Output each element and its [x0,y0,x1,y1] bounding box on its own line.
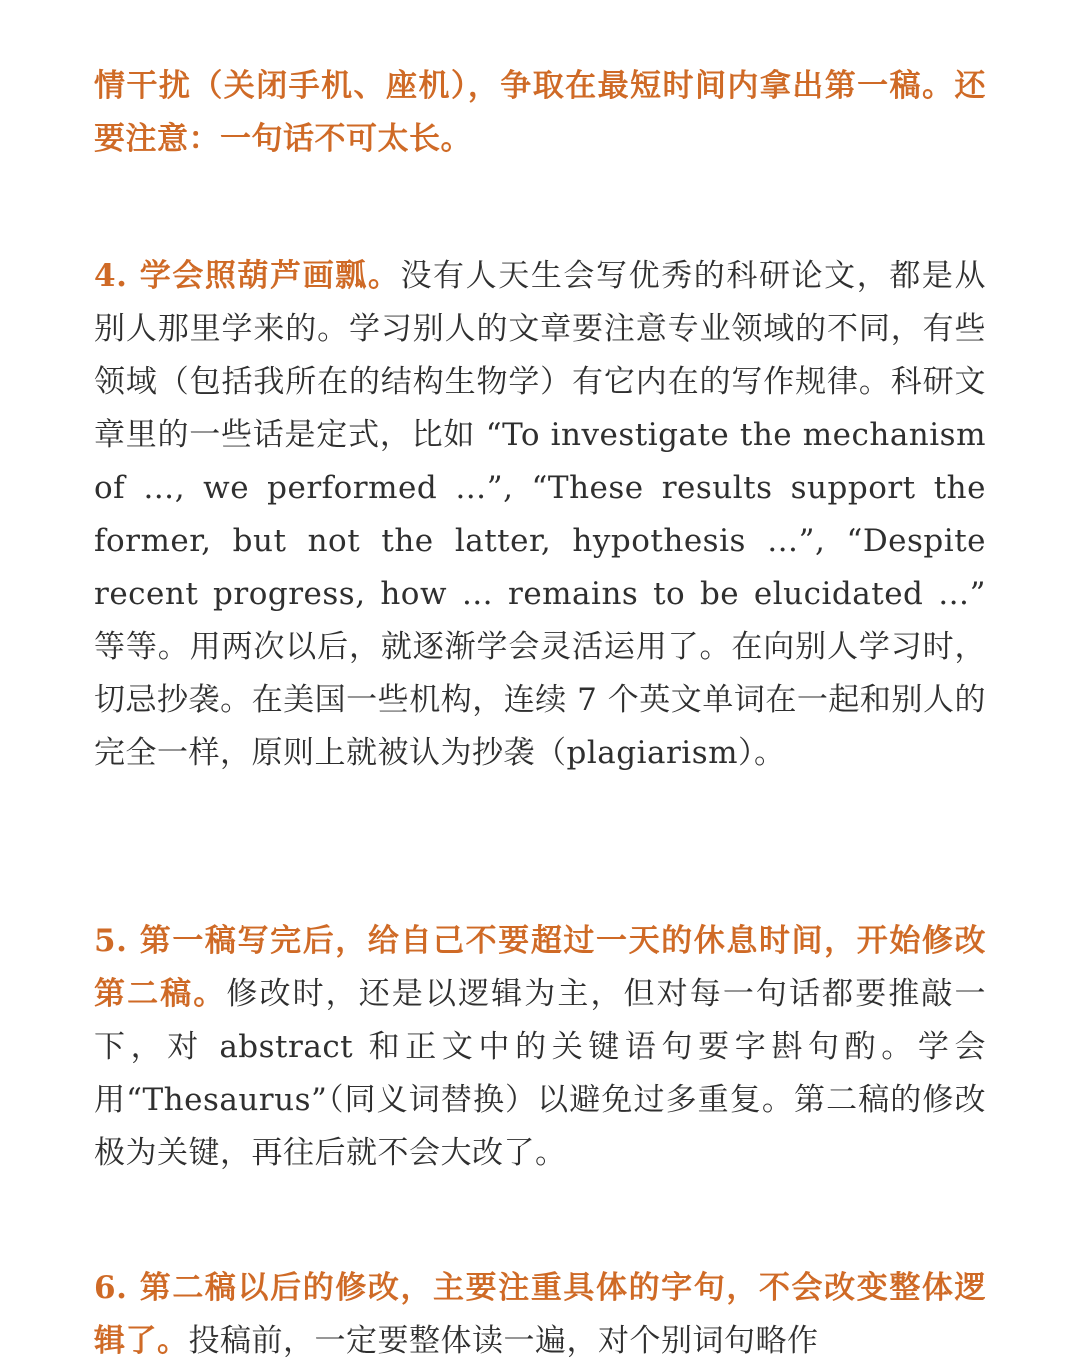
intro-paragraph [94,60,986,166]
tip-4-heading: 4. 学会照葫芦画瓢。 [94,258,401,294]
tip-6-paragraph [94,1262,986,1367]
tip-6-heading: 6. 第二稿以后的修改，主要注重具体的字句，不会改变整体逻辑了。 [94,1270,986,1359]
tip-6-body: 投稿前，一定要整体读一遍，对个别词句略作 [188,1323,819,1359]
tip-4-body: 没有人天生会写优秀的科研论文，都是从别人那里学来的。学习别人的文章要注意专业领域的不同，有些领域（包括我所在的结构生物学）有它内在的写作规律。科研文章里的一些话是定式，比如 “To investigate the mechanism of …, we performed …”, “These results support the former, but not the latter, hypothesis …”, “Despite recent progress, how … remains to be elucidated …” 等等。用两次以后，就逐渐学会灵活运用了。在向别人学习时，切忌抄袭。在美国一些机构，连续 7 个英文单词在一起和别人的完全一样，原则上就被认为抄袭（plagiarism）。 [94,258,986,771]
tip-5-paragraph [94,915,986,1180]
tip-5-heading: 5. 第一稿写完后，给自己不要超过一天的休息时间，开始修改第二稿。 [94,923,986,1012]
intro-highlight: 情干扰（关闭手机、座机），争取在最短时间内拿出第一稿。还要注意：一句话不可太长。 [94,68,986,157]
tip-4-paragraph [94,250,986,780]
tip-5-body: 修改时，还是以逻辑为主，但对每一句话都要推敲一下，对 abstract 和正文中的关键语句要字斟句酌。学会用“Thesaurus”（同义词替换）以避免过多重复。第二稿的修改极为关键，再往后就不会大改了。 [94,976,987,1171]
